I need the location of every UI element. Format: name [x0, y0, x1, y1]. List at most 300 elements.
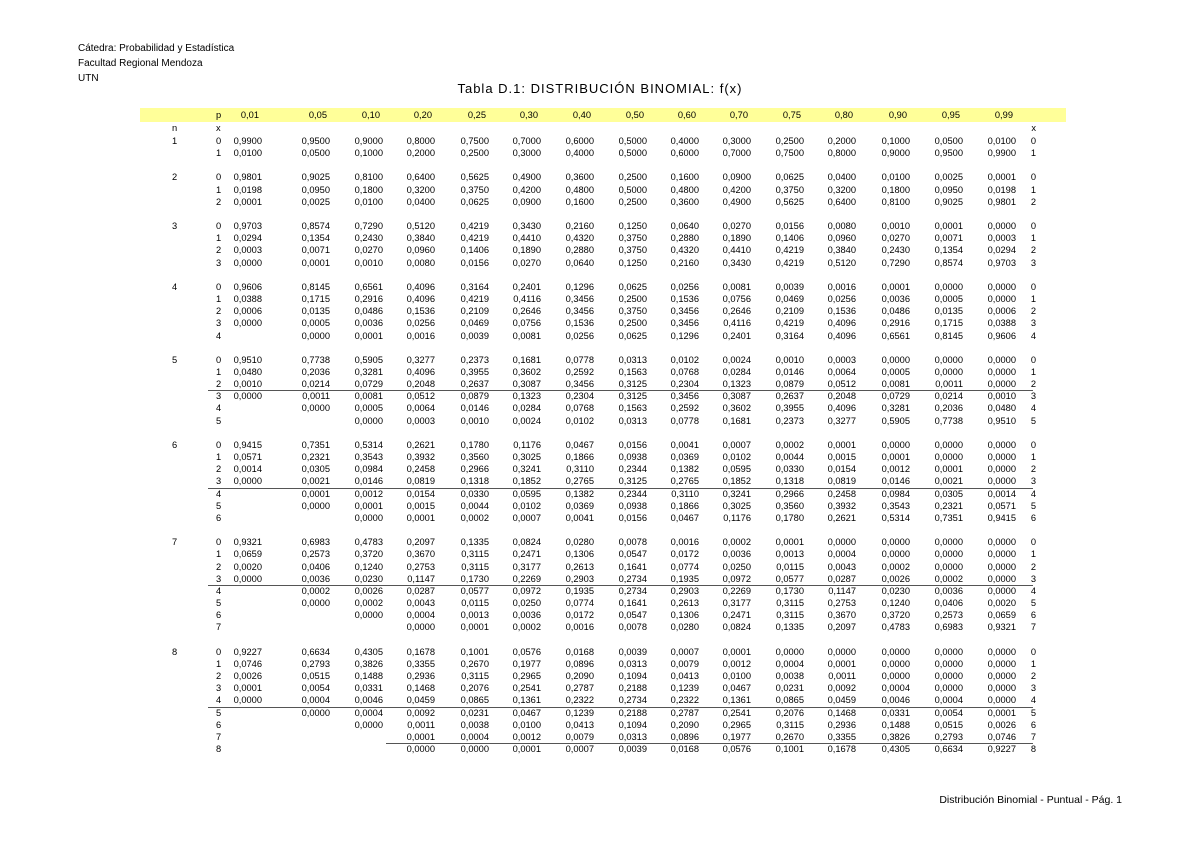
probability-cell: 0,3355 [406, 659, 435, 669]
probability-cell: 0,0000 [233, 391, 262, 401]
probability-cell: 0,2109 [775, 306, 804, 316]
probability-cell: 0,3164 [775, 331, 804, 341]
probability-cell: 0,0002 [934, 574, 963, 584]
probability-cell: 0,4320 [565, 233, 594, 243]
probability-cell: 0,4219 [775, 258, 804, 268]
probability-cell: 0,4096 [406, 367, 435, 377]
probability-cell: 0,0005 [934, 294, 963, 304]
x-value: 3 [216, 258, 222, 268]
probability-cell: 0,0154 [406, 489, 435, 499]
probability-cell: 0,2573 [934, 610, 963, 620]
probability-cell: 0,0000 [354, 720, 383, 730]
probability-cell: 0,2036 [934, 403, 963, 413]
probability-cell: 0,8574 [301, 221, 330, 231]
probability-cell: 0,0002 [512, 622, 541, 632]
probability-cell: 0,2765 [565, 476, 594, 486]
probability-cell: 0,0900 [722, 172, 751, 182]
probability-cell: 0,0046 [354, 695, 383, 705]
p-value-header: 0,05 [308, 110, 327, 120]
probability-cell: 0,0004 [827, 549, 856, 559]
probability-cell: 0,0972 [722, 574, 751, 584]
probability-cell: 0,0015 [827, 452, 856, 462]
probability-cell: 0,0039 [618, 744, 647, 754]
probability-cell: 0,3277 [406, 355, 435, 365]
probability-cell: 0,3456 [670, 318, 699, 328]
p-label: p [216, 110, 222, 120]
probability-cell: 0,1296 [670, 331, 699, 341]
probability-cell: 0,2753 [827, 598, 856, 608]
probability-cell: 0,4200 [512, 185, 541, 195]
probability-cell: 0,3670 [827, 610, 856, 620]
probability-cell: 0,0025 [301, 197, 330, 207]
probability-cell: 0,2621 [827, 513, 856, 523]
probability-cell: 0,0000 [987, 452, 1016, 462]
probability-cell: 0,3200 [827, 185, 856, 195]
probability-cell: 0,0313 [618, 355, 647, 365]
x-value: 5 [216, 416, 222, 426]
probability-cell: 0,3456 [565, 379, 594, 389]
probability-cell: 0,0026 [881, 574, 910, 584]
probability-cell: 0,0000 [934, 355, 963, 365]
x-value-right: 0 [1030, 282, 1036, 292]
probability-cell: 0,7290 [354, 221, 383, 231]
probability-cell: 0,0100 [881, 172, 910, 182]
probability-cell: 0,0006 [987, 306, 1016, 316]
probability-cell: 0,0865 [775, 695, 804, 705]
probability-cell: 0,0256 [406, 318, 435, 328]
probability-cell: 0,1730 [460, 574, 489, 584]
probability-cell: 0,0000 [301, 403, 330, 413]
probability-cell: 0,1318 [460, 476, 489, 486]
probability-cell: 0,0146 [460, 403, 489, 413]
probability-cell: 0,4219 [775, 245, 804, 255]
probability-cell: 0,0000 [934, 440, 963, 450]
probability-cell: 0,0001 [934, 221, 963, 231]
probability-cell: 0,0001 [881, 452, 910, 462]
probability-cell: 0,3110 [566, 464, 594, 474]
probability-cell: 0,1240 [354, 562, 383, 572]
probability-cell: 0,2765 [670, 476, 699, 486]
probability-cell: 0,3115 [776, 598, 804, 608]
probability-cell: 0,1780 [775, 513, 804, 523]
x-value-right: 3 [1030, 476, 1036, 486]
n-label: n [172, 123, 178, 133]
probability-cell: 0,2753 [406, 562, 435, 572]
x-value: 0 [216, 355, 222, 365]
probability-cell: 0,3087 [512, 379, 541, 389]
probability-cell: 0,9415 [233, 440, 262, 450]
probability-cell: 0,1000 [881, 136, 910, 146]
x-value: 4 [216, 403, 222, 413]
probability-cell: 0,0043 [827, 562, 856, 572]
probability-cell: 0,1354 [934, 245, 963, 255]
probability-cell: 0,3456 [670, 306, 699, 316]
probability-cell: 0,5905 [354, 355, 383, 365]
probability-cell: 0,1176 [513, 440, 541, 450]
probability-cell: 0,0819 [406, 476, 435, 486]
probability-cell: 0,0054 [934, 708, 963, 718]
probability-cell: 0,0400 [827, 172, 856, 182]
probability-cell: 0,1406 [775, 233, 804, 243]
probability-cell: 0,8000 [406, 136, 435, 146]
probability-cell: 0,3281 [354, 367, 383, 377]
probability-cell: 0,0078 [618, 622, 647, 632]
probability-cell: 0,1641 [618, 562, 647, 572]
probability-cell: 0,0250 [512, 598, 541, 608]
x-label-right: x [1031, 123, 1036, 133]
probability-cell: 0,6983 [301, 537, 330, 547]
probability-cell: 0,3750 [775, 185, 804, 195]
probability-cell: 0,0168 [670, 744, 699, 754]
probability-cell: 0,0064 [406, 403, 435, 413]
probability-cell: 0,0001 [827, 659, 856, 669]
probability-cell: 0,0102 [722, 452, 751, 462]
probability-cell: 0,0002 [354, 598, 383, 608]
probability-cell: 0,4096 [406, 294, 435, 304]
probability-cell: 0,0081 [512, 331, 541, 341]
probability-cell: 0,0198 [233, 185, 262, 195]
probability-cell: 0,0004 [881, 683, 910, 693]
x-value: 1 [216, 148, 222, 158]
n-value: 4 [172, 282, 178, 292]
probability-cell: 0,0102 [670, 355, 699, 365]
probability-cell: 0,0115 [776, 562, 804, 572]
x-value: 5 [216, 598, 222, 608]
probability-cell: 0,0000 [987, 659, 1016, 669]
probability-cell: 0,0156 [618, 440, 647, 450]
probability-cell: 0,4219 [460, 233, 489, 243]
probability-cell: 0,0039 [775, 282, 804, 292]
probability-cell: 0,0079 [670, 659, 699, 669]
x-value: 0 [216, 172, 222, 182]
probability-cell: 0,0000 [354, 610, 383, 620]
probability-cell: 0,0100 [722, 671, 751, 681]
probability-cell: 0,0576 [512, 647, 541, 657]
probability-cell: 0,7351 [301, 440, 330, 450]
probability-cell: 0,4219 [460, 294, 489, 304]
probability-cell: 0,2541 [512, 683, 541, 693]
probability-cell: 0,1852 [512, 476, 541, 486]
x-value: 2 [216, 464, 222, 474]
probability-cell: 0,0984 [881, 489, 910, 499]
probability-cell: 0,0230 [881, 586, 910, 596]
probability-cell: 0,1780 [460, 440, 489, 450]
probability-cell: 0,3355 [827, 732, 856, 742]
probability-cell: 0,1852 [722, 476, 751, 486]
row-separator [208, 390, 1033, 391]
probability-cell: 0,0004 [406, 610, 435, 620]
probability-cell: 0,0000 [233, 318, 262, 328]
probability-cell: 0,0000 [987, 476, 1016, 486]
probability-cell: 0,0756 [722, 294, 751, 304]
probability-cell: 0,0331 [881, 708, 910, 718]
probability-cell: 0,0000 [987, 537, 1016, 547]
probability-cell: 0,0000 [881, 440, 910, 450]
probability-cell: 0,2471 [512, 549, 541, 559]
probability-cell: 0,0938 [618, 501, 647, 511]
probability-cell: 0,0467 [670, 513, 699, 523]
probability-cell: 0,0002 [460, 513, 489, 523]
probability-cell: 0,1147 [828, 586, 856, 596]
probability-cell: 0,1715 [301, 294, 330, 304]
probability-cell: 0,2793 [301, 659, 330, 669]
probability-cell: 0,4200 [722, 185, 751, 195]
probability-cell: 0,1250 [618, 221, 647, 231]
probability-cell: 0,0005 [301, 318, 330, 328]
probability-cell: 0,0043 [406, 598, 435, 608]
probability-cell: 0,1382 [670, 464, 699, 474]
probability-cell: 0,0896 [565, 659, 594, 669]
probability-cell: 0,0000 [775, 647, 804, 657]
x-value: 4 [216, 331, 222, 341]
probability-cell: 0,0000 [934, 683, 963, 693]
probability-cell: 0,0000 [987, 562, 1016, 572]
probability-cell: 0,2500 [775, 136, 804, 146]
probability-cell: 0,0659 [233, 549, 262, 559]
probability-cell: 0,0824 [722, 622, 751, 632]
probability-cell: 0,0000 [881, 647, 910, 657]
row-separator [208, 488, 1033, 489]
probability-cell: 0,2344 [618, 464, 647, 474]
probability-cell: 0,7000 [512, 136, 541, 146]
probability-cell: 0,0001 [233, 683, 262, 693]
probability-cell: 0,4800 [670, 185, 699, 195]
probability-cell: 0,1536 [827, 306, 856, 316]
probability-cell: 0,2322 [670, 695, 699, 705]
probability-cell: 0,1318 [775, 476, 804, 486]
probability-cell: 0,0774 [670, 562, 699, 572]
x-value: 6 [216, 720, 222, 730]
probability-cell: 0,0270 [512, 258, 541, 268]
x-value: 6 [216, 610, 222, 620]
probability-cell: 0,0406 [934, 598, 963, 608]
probability-cell: 0,0006 [233, 306, 262, 316]
probability-cell: 0,0071 [934, 233, 963, 243]
probability-cell: 0,2734 [618, 574, 647, 584]
n-value: 1 [172, 136, 178, 146]
probability-cell: 0,0950 [301, 185, 330, 195]
probability-cell: 0,0011 [407, 720, 435, 730]
probability-cell: 0,0011 [828, 671, 856, 681]
probability-cell: 0,1935 [670, 574, 699, 584]
probability-cell: 0,3115 [776, 610, 804, 620]
probability-cell: 0,0000 [987, 294, 1016, 304]
probability-cell: 0,0000 [934, 367, 963, 377]
probability-cell: 0,0000 [233, 695, 262, 705]
probability-cell: 0,0100 [354, 197, 383, 207]
x-value: 1 [216, 294, 222, 304]
probability-cell: 0,3826 [881, 732, 910, 742]
probability-cell: 0,0547 [618, 549, 647, 559]
probability-cell: 0,0000 [934, 647, 963, 657]
probability-cell: 0,5120 [406, 221, 435, 231]
probability-cell: 0,2097 [406, 537, 435, 547]
probability-cell: 0,0000 [233, 476, 262, 486]
probability-cell: 0,0330 [775, 464, 804, 474]
probability-cell: 0,1488 [881, 720, 910, 730]
probability-cell: 0,2090 [670, 720, 699, 730]
x-value: 4 [216, 695, 222, 705]
probability-cell: 0,0044 [775, 452, 804, 462]
probability-cell: 0,1335 [460, 537, 489, 547]
probability-cell: 0,2430 [881, 245, 910, 255]
probability-cell: 0,3600 [565, 172, 594, 182]
probability-cell: 0,2321 [934, 501, 963, 511]
probability-cell: 0,0659 [987, 610, 1016, 620]
probability-cell: 0,6400 [406, 172, 435, 182]
n-value: 8 [172, 647, 178, 657]
probability-cell: 0,0001 [354, 331, 383, 341]
probability-cell: 0,1600 [565, 197, 594, 207]
probability-cell: 0,3456 [565, 306, 594, 316]
probability-cell: 0,2188 [618, 708, 647, 718]
probability-cell: 0,0002 [881, 562, 910, 572]
probability-cell: 0,0515 [301, 671, 330, 681]
probability-cell: 0,2471 [722, 610, 751, 620]
probability-cell: 0,0000 [881, 355, 910, 365]
probability-cell: 0,3456 [565, 294, 594, 304]
probability-cell: 0,0231 [775, 683, 804, 693]
probability-cell: 0,0000 [987, 464, 1016, 474]
n-value: 6 [172, 440, 178, 450]
probability-cell: 0,0778 [670, 416, 699, 426]
probability-cell: 0,4219 [460, 221, 489, 231]
probability-cell: 0,0010 [460, 416, 489, 426]
probability-cell: 0,2344 [618, 489, 647, 499]
x-value: 1 [216, 367, 222, 377]
probability-cell: 0,1935 [565, 586, 594, 596]
probability-cell: 0,1890 [512, 245, 541, 255]
probability-cell: 0,2160 [670, 258, 699, 268]
x-value-right: 0 [1030, 136, 1036, 146]
probability-cell: 0,0313 [618, 732, 647, 742]
probability-cell: 0,0036 [301, 574, 330, 584]
probability-cell: 0,2322 [565, 695, 594, 705]
probability-cell: 0,2621 [406, 440, 435, 450]
probability-cell: 0,0021 [301, 476, 330, 486]
probability-cell: 0,2966 [460, 464, 489, 474]
probability-cell: 0,5120 [827, 258, 856, 268]
probability-cell: 0,0041 [565, 513, 594, 523]
probability-cell: 0,0778 [565, 355, 594, 365]
probability-cell: 0,3600 [670, 197, 699, 207]
probability-cell: 0,0005 [881, 367, 910, 377]
probability-cell: 0,1977 [722, 732, 751, 742]
probability-cell: 0,0046 [881, 695, 910, 705]
probability-cell: 0,0013 [775, 549, 804, 559]
x-value-right: 0 [1030, 221, 1036, 231]
probability-cell: 0,2188 [618, 683, 647, 693]
probability-cell: 0,6400 [827, 197, 856, 207]
probability-cell: 0,3281 [881, 403, 910, 413]
probability-cell: 0,4000 [565, 148, 594, 158]
probability-cell: 0,2304 [670, 379, 699, 389]
x-value-right: 1 [1030, 452, 1036, 462]
probability-cell: 0,0007 [670, 647, 699, 657]
probability-cell: 0,3000 [512, 148, 541, 158]
probability-cell: 0,2916 [354, 294, 383, 304]
probability-cell: 0,0010 [233, 379, 262, 389]
header-catedra: Cátedra: Probabilidad y Estadística [78, 43, 235, 54]
probability-cell: 0,0577 [775, 574, 804, 584]
probability-cell: 0,9321 [233, 537, 262, 547]
probability-cell: 0,0026 [233, 671, 262, 681]
probability-cell: 0,2613 [565, 562, 594, 572]
probability-cell: 0,0000 [987, 647, 1016, 657]
probability-cell: 0,8100 [354, 172, 383, 182]
probability-cell: 0,2637 [460, 379, 489, 389]
probability-cell: 0,0156 [460, 258, 489, 268]
probability-cell: 0,1406 [460, 245, 489, 255]
probability-cell: 0,0287 [827, 574, 856, 584]
p-value-header: 0,01 [240, 110, 259, 120]
probability-cell: 0,5625 [775, 197, 804, 207]
probability-cell: 0,6983 [934, 622, 963, 632]
probability-cell: 0,0041 [670, 440, 699, 450]
x-value: 0 [216, 537, 222, 547]
probability-cell: 0,2269 [722, 586, 751, 596]
probability-cell: 0,0100 [987, 136, 1016, 146]
probability-cell: 0,0168 [565, 647, 594, 657]
probability-cell: 0,5000 [618, 148, 647, 158]
probability-cell: 0,0039 [618, 647, 647, 657]
probability-cell: 0,1000 [354, 148, 383, 158]
probability-cell: 0,3200 [406, 185, 435, 195]
x-value: 0 [216, 282, 222, 292]
x-value: 2 [216, 306, 222, 316]
probability-cell: 0,3025 [722, 501, 751, 511]
probability-cell: 0,0486 [881, 306, 910, 316]
probability-cell: 0,1468 [827, 708, 856, 718]
p-value-header: 0,50 [625, 110, 644, 120]
x-value-right: 5 [1030, 708, 1036, 718]
probability-cell: 0,3602 [722, 403, 751, 413]
probability-cell: 0,0388 [233, 294, 262, 304]
probability-cell: 0,3025 [512, 452, 541, 462]
probability-cell: 0,0960 [406, 245, 435, 255]
probability-cell: 0,0003 [406, 416, 435, 426]
probability-cell: 0,0214 [934, 391, 963, 401]
probability-cell: 0,2048 [406, 379, 435, 389]
p-value-header: 0,75 [782, 110, 801, 120]
x-value: 7 [216, 732, 222, 742]
probability-cell: 0,9703 [987, 258, 1016, 268]
probability-cell: 0,0001 [987, 172, 1016, 182]
probability-cell: 0,1678 [827, 744, 856, 754]
probability-cell: 0,2670 [460, 659, 489, 669]
probability-cell: 0,0000 [354, 416, 383, 426]
x-value-right: 3 [1030, 683, 1036, 693]
probability-cell: 0,0595 [512, 489, 541, 499]
probability-cell: 0,2903 [670, 586, 699, 596]
x-value: 0 [216, 221, 222, 231]
x-value: 3 [216, 683, 222, 693]
x-value-right: 1 [1030, 185, 1036, 195]
probability-cell: 0,0000 [934, 562, 963, 572]
probability-cell: 0,3560 [460, 452, 489, 462]
probability-cell: 0,0001 [987, 708, 1016, 718]
probability-cell: 0,0081 [354, 391, 383, 401]
probability-cell: 0,4800 [565, 185, 594, 195]
probability-cell: 0,2458 [827, 489, 856, 499]
probability-cell: 0,0026 [987, 720, 1016, 730]
probability-cell: 0,8100 [881, 197, 910, 207]
n-value: 5 [172, 355, 178, 365]
probability-cell: 0,0768 [670, 367, 699, 377]
probability-cell: 0,9606 [233, 282, 262, 292]
x-value-right: 0 [1030, 647, 1036, 657]
x-value-right: 4 [1030, 489, 1036, 499]
